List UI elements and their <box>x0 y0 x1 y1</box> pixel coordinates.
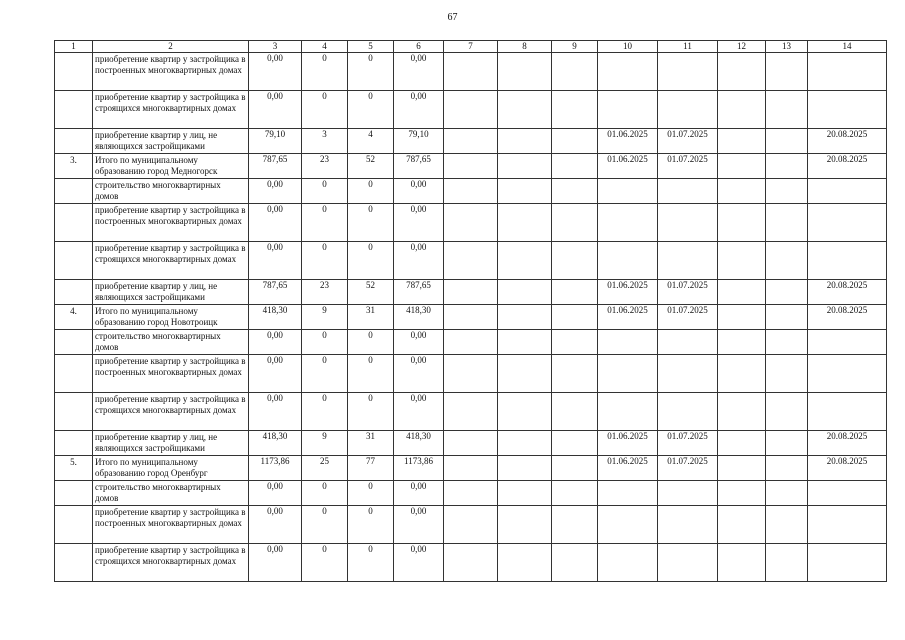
empty-cell <box>498 393 552 431</box>
cell-col3: 0,00 <box>249 393 302 431</box>
empty-cell <box>718 91 766 129</box>
cell-col14 <box>808 481 887 506</box>
row-label: приобретение квартир у застройщика в построенных многоквартирных домах <box>93 204 249 242</box>
cell-col10 <box>598 544 658 582</box>
table-row <box>55 481 887 506</box>
empty-cell <box>718 242 766 280</box>
cell-col4: 0 <box>302 544 348 582</box>
cell-col6: 0,00 <box>394 91 444 129</box>
cell-col5: 0 <box>348 544 394 582</box>
cell-col11: 01.07.2025 <box>658 431 718 456</box>
empty-cell <box>718 154 766 179</box>
table-row <box>55 204 887 242</box>
empty-cell <box>552 481 598 506</box>
empty-cell <box>718 393 766 431</box>
empty-cell <box>498 544 552 582</box>
cell-col5: 0 <box>348 242 394 280</box>
cell-col3: 0,00 <box>249 544 302 582</box>
row-label: приобретение квартир у застройщика в построенных многоквартирных домах <box>93 506 249 544</box>
row-label: приобретение квартир у застройщика в строящихся многоквартирных домах <box>93 91 249 129</box>
cell-col10: 01.06.2025 <box>598 154 658 179</box>
cell-col6: 0,00 <box>394 242 444 280</box>
cell-col4: 0 <box>302 393 348 431</box>
empty-cell <box>552 280 598 305</box>
cell-col3: 0,00 <box>249 481 302 506</box>
empty-cell <box>552 204 598 242</box>
empty-cell <box>718 355 766 393</box>
cell-col14 <box>808 393 887 431</box>
empty-cell <box>444 154 498 179</box>
row-number <box>55 91 93 129</box>
cell-col4: 0 <box>302 481 348 506</box>
row-number <box>55 179 93 204</box>
cell-col10 <box>598 179 658 204</box>
empty-cell <box>766 481 808 506</box>
empty-cell <box>498 179 552 204</box>
cell-col14 <box>808 179 887 204</box>
empty-cell <box>766 544 808 582</box>
empty-cell <box>718 481 766 506</box>
empty-cell <box>766 129 808 154</box>
cell-col6: 787,65 <box>394 280 444 305</box>
empty-cell <box>444 129 498 154</box>
table-row <box>55 129 887 154</box>
table-row <box>55 544 887 582</box>
column-header-10: 10 <box>598 41 658 53</box>
empty-cell <box>718 506 766 544</box>
cell-col11: 01.07.2025 <box>658 456 718 481</box>
column-header-11: 11 <box>658 41 718 53</box>
empty-cell <box>552 456 598 481</box>
empty-cell <box>444 330 498 355</box>
cell-col4: 23 <box>302 280 348 305</box>
empty-cell <box>718 129 766 154</box>
table-row <box>55 431 887 456</box>
empty-cell <box>444 393 498 431</box>
row-label: приобретение квартир у застройщика в строящихся многоквартирных домах <box>93 242 249 280</box>
table-row <box>55 330 887 355</box>
cell-col11 <box>658 481 718 506</box>
cell-col3: 0,00 <box>249 330 302 355</box>
cell-col5: 0 <box>348 506 394 544</box>
cell-col14: 20.08.2025 <box>808 129 887 154</box>
cell-col14 <box>808 204 887 242</box>
empty-cell <box>444 431 498 456</box>
cell-col10 <box>598 242 658 280</box>
cell-col3: 418,30 <box>249 431 302 456</box>
column-header-2: 2 <box>93 41 249 53</box>
empty-cell <box>766 305 808 330</box>
row-number <box>55 506 93 544</box>
header-row <box>55 41 887 53</box>
empty-cell <box>552 544 598 582</box>
row-number <box>55 242 93 280</box>
cell-col11 <box>658 355 718 393</box>
empty-cell <box>718 431 766 456</box>
cell-col4: 0 <box>302 242 348 280</box>
empty-cell <box>766 431 808 456</box>
cell-col3: 0,00 <box>249 242 302 280</box>
empty-cell <box>444 355 498 393</box>
cell-col10 <box>598 91 658 129</box>
empty-cell <box>766 242 808 280</box>
empty-cell <box>444 305 498 330</box>
empty-cell <box>498 154 552 179</box>
cell-col5: 0 <box>348 91 394 129</box>
row-label: приобретение квартир у застройщика в построенных многоквартирных домах <box>93 355 249 393</box>
empty-cell <box>766 506 808 544</box>
empty-cell <box>552 330 598 355</box>
cell-col6: 418,30 <box>394 431 444 456</box>
row-label: Итого по муниципальному образованию город Медногорск <box>93 154 249 179</box>
cell-col10 <box>598 506 658 544</box>
empty-cell <box>766 179 808 204</box>
cell-col3: 1173,86 <box>249 456 302 481</box>
column-header-1: 1 <box>55 41 93 53</box>
cell-col6: 0,00 <box>394 481 444 506</box>
empty-cell <box>498 305 552 330</box>
cell-col3: 0,00 <box>249 204 302 242</box>
empty-cell <box>718 330 766 355</box>
empty-cell <box>498 506 552 544</box>
table-row <box>55 242 887 280</box>
table-row <box>55 179 887 204</box>
row-number <box>55 481 93 506</box>
empty-cell <box>552 242 598 280</box>
cell-col6: 0,00 <box>394 544 444 582</box>
empty-cell <box>444 280 498 305</box>
cell-col6: 0,00 <box>394 506 444 544</box>
cell-col6: 418,30 <box>394 305 444 330</box>
empty-cell <box>552 431 598 456</box>
cell-col4: 0 <box>302 330 348 355</box>
cell-col10: 01.06.2025 <box>598 431 658 456</box>
cell-col11 <box>658 242 718 280</box>
empty-cell <box>766 204 808 242</box>
cell-col14: 20.08.2025 <box>808 456 887 481</box>
row-number <box>55 544 93 582</box>
cell-col3: 0,00 <box>249 506 302 544</box>
empty-cell <box>718 456 766 481</box>
column-header-4: 4 <box>302 41 348 53</box>
column-header-8: 8 <box>498 41 552 53</box>
empty-cell <box>718 204 766 242</box>
column-header-13: 13 <box>766 41 808 53</box>
empty-cell <box>498 242 552 280</box>
empty-cell <box>766 154 808 179</box>
row-number: 5. <box>55 456 93 481</box>
cell-col5: 0 <box>348 179 394 204</box>
cell-col5: 0 <box>348 355 394 393</box>
empty-cell <box>444 91 498 129</box>
empty-cell <box>444 481 498 506</box>
cell-col11 <box>658 179 718 204</box>
cell-col14 <box>808 242 887 280</box>
table-row <box>55 91 887 129</box>
row-label: Итого по муниципальному образованию город Оренбург <box>93 456 249 481</box>
empty-cell <box>718 179 766 204</box>
empty-cell <box>552 179 598 204</box>
cell-col14: 20.08.2025 <box>808 431 887 456</box>
cell-col3: 418,30 <box>249 305 302 330</box>
cell-col14 <box>808 91 887 129</box>
cell-col4: 9 <box>302 305 348 330</box>
cell-col5: 31 <box>348 431 394 456</box>
cell-col4: 9 <box>302 431 348 456</box>
row-number <box>55 431 93 456</box>
cell-col11 <box>658 53 718 91</box>
cell-col4: 25 <box>302 456 348 481</box>
empty-cell <box>444 544 498 582</box>
cell-col5: 77 <box>348 456 394 481</box>
empty-cell <box>444 506 498 544</box>
table-row <box>55 393 887 431</box>
empty-cell <box>766 91 808 129</box>
cell-col11 <box>658 330 718 355</box>
cell-col11 <box>658 91 718 129</box>
empty-cell <box>718 544 766 582</box>
cell-col5: 0 <box>348 53 394 91</box>
empty-cell <box>498 456 552 481</box>
cell-col4: 23 <box>302 154 348 179</box>
empty-cell <box>718 53 766 91</box>
cell-col11: 01.07.2025 <box>658 129 718 154</box>
row-number <box>55 280 93 305</box>
column-header-9: 9 <box>552 41 598 53</box>
cell-col14 <box>808 53 887 91</box>
cell-col10 <box>598 330 658 355</box>
cell-col11 <box>658 204 718 242</box>
cell-col10 <box>598 481 658 506</box>
cell-col4: 0 <box>302 506 348 544</box>
empty-cell <box>766 330 808 355</box>
cell-col3: 0,00 <box>249 179 302 204</box>
cell-col3: 79,10 <box>249 129 302 154</box>
empty-cell <box>498 355 552 393</box>
empty-cell <box>498 53 552 91</box>
empty-cell <box>718 305 766 330</box>
empty-cell <box>766 280 808 305</box>
empty-cell <box>498 91 552 129</box>
empty-cell <box>552 305 598 330</box>
empty-cell <box>766 456 808 481</box>
empty-cell <box>766 393 808 431</box>
row-label: приобретение квартир у лиц, не являющихся застройщиками <box>93 280 249 305</box>
cell-col14 <box>808 544 887 582</box>
cell-col3: 787,65 <box>249 280 302 305</box>
empty-cell <box>718 280 766 305</box>
table-row <box>55 456 887 481</box>
row-label: строительство многоквартирных домов <box>93 481 249 506</box>
column-header-14: 14 <box>808 41 887 53</box>
empty-cell <box>498 481 552 506</box>
table-body <box>55 53 887 582</box>
cell-col10 <box>598 355 658 393</box>
cell-col3: 787,65 <box>249 154 302 179</box>
row-number <box>55 330 93 355</box>
empty-cell <box>552 53 598 91</box>
cell-col10: 01.06.2025 <box>598 456 658 481</box>
table-row <box>55 506 887 544</box>
empty-cell <box>498 280 552 305</box>
empty-cell <box>498 204 552 242</box>
cell-col5: 0 <box>348 330 394 355</box>
row-label: приобретение квартир у застройщика в строящихся многоквартирных домах <box>93 544 249 582</box>
cell-col6: 79,10 <box>394 129 444 154</box>
row-number: 3. <box>55 154 93 179</box>
row-number <box>55 129 93 154</box>
empty-cell <box>498 431 552 456</box>
cell-col6: 787,65 <box>394 154 444 179</box>
empty-cell <box>498 330 552 355</box>
cell-col5: 0 <box>348 204 394 242</box>
empty-cell <box>444 242 498 280</box>
cell-col6: 0,00 <box>394 355 444 393</box>
cell-col3: 0,00 <box>249 53 302 91</box>
cell-col14: 20.08.2025 <box>808 280 887 305</box>
empty-cell <box>552 129 598 154</box>
row-label: приобретение квартир у застройщика в построенных многоквартирных домах <box>93 53 249 91</box>
cell-col5: 31 <box>348 305 394 330</box>
cell-col4: 0 <box>302 91 348 129</box>
cell-col4: 0 <box>302 53 348 91</box>
row-label: приобретение квартир у застройщика в строящихся многоквартирных домах <box>93 393 249 431</box>
cell-col4: 0 <box>302 355 348 393</box>
empty-cell <box>552 91 598 129</box>
row-number <box>55 53 93 91</box>
column-header-5: 5 <box>348 41 394 53</box>
cell-col11: 01.07.2025 <box>658 154 718 179</box>
row-number <box>55 393 93 431</box>
cell-col10: 01.06.2025 <box>598 305 658 330</box>
cell-col3: 0,00 <box>249 91 302 129</box>
column-header-3: 3 <box>249 41 302 53</box>
cell-col6: 0,00 <box>394 330 444 355</box>
empty-cell <box>552 506 598 544</box>
cell-col4: 3 <box>302 129 348 154</box>
empty-cell <box>444 204 498 242</box>
cell-col5: 4 <box>348 129 394 154</box>
cell-col4: 0 <box>302 179 348 204</box>
row-label: строительство многоквартирных домов <box>93 330 249 355</box>
cell-col5: 0 <box>348 393 394 431</box>
cell-col14 <box>808 330 887 355</box>
cell-col5: 52 <box>348 154 394 179</box>
row-number <box>55 355 93 393</box>
cell-col6: 0,00 <box>394 179 444 204</box>
cell-col11: 01.07.2025 <box>658 305 718 330</box>
cell-col10: 01.06.2025 <box>598 280 658 305</box>
row-label: Итого по муниципальному образованию город Новотроицк <box>93 305 249 330</box>
table-row <box>55 53 887 91</box>
cell-col10 <box>598 53 658 91</box>
cell-col14 <box>808 355 887 393</box>
cell-col6: 0,00 <box>394 204 444 242</box>
column-header-12: 12 <box>718 41 766 53</box>
empty-cell <box>552 393 598 431</box>
cell-col6: 1173,86 <box>394 456 444 481</box>
table-row <box>55 355 887 393</box>
empty-cell <box>444 456 498 481</box>
cell-col5: 0 <box>348 481 394 506</box>
empty-cell <box>552 355 598 393</box>
cell-col5: 52 <box>348 280 394 305</box>
cell-col10: 01.06.2025 <box>598 129 658 154</box>
row-label: приобретение квартир у лиц, не являющихся застройщиками <box>93 129 249 154</box>
cell-col10 <box>598 204 658 242</box>
cell-col14 <box>808 506 887 544</box>
empty-cell <box>766 53 808 91</box>
housing-table <box>54 40 887 582</box>
column-header-7: 7 <box>444 41 498 53</box>
page-number: 67 <box>447 12 458 23</box>
cell-col4: 0 <box>302 204 348 242</box>
cell-col6: 0,00 <box>394 53 444 91</box>
empty-cell <box>552 154 598 179</box>
cell-col14: 20.08.2025 <box>808 305 887 330</box>
table-row <box>55 154 887 179</box>
row-label: приобретение квартир у лиц, не являющихся застройщиками <box>93 431 249 456</box>
row-number: 4. <box>55 305 93 330</box>
cell-col14: 20.08.2025 <box>808 154 887 179</box>
cell-col11 <box>658 544 718 582</box>
row-number <box>55 204 93 242</box>
table-row <box>55 305 887 330</box>
cell-col3: 0,00 <box>249 355 302 393</box>
empty-cell <box>766 355 808 393</box>
empty-cell <box>498 129 552 154</box>
empty-cell <box>444 53 498 91</box>
empty-cell <box>444 179 498 204</box>
cell-col11: 01.07.2025 <box>658 280 718 305</box>
row-label: строительство многоквартирных домов <box>93 179 249 204</box>
cell-col11 <box>658 393 718 431</box>
cell-col6: 0,00 <box>394 393 444 431</box>
table-row <box>55 280 887 305</box>
cell-col10 <box>598 393 658 431</box>
cell-col11 <box>658 506 718 544</box>
column-header-6: 6 <box>394 41 444 53</box>
